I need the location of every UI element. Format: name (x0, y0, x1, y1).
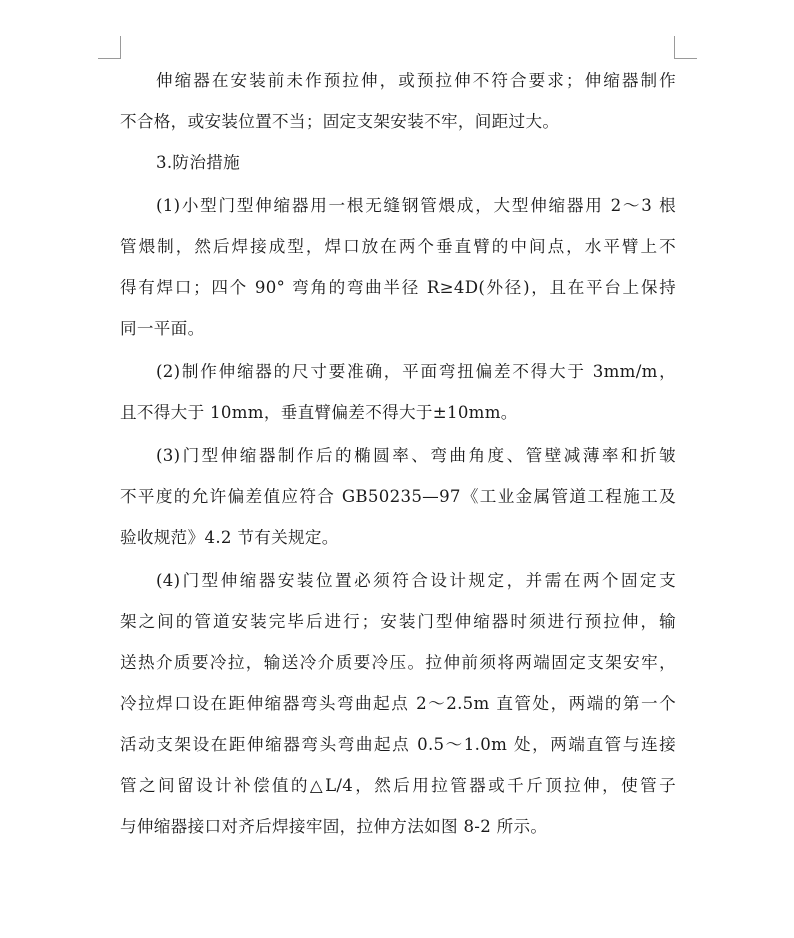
paragraph-line: 管煨制，然后焊接成型，焊口放在两个垂直臂的中间点，水平臂上不 (120, 237, 676, 256)
paragraph-line: 得有焊口；四个 90° 弯角的弯曲半径 R≥4D(外径)，且在平台上保持 (120, 278, 676, 297)
paragraph-line: 管之间留设计补偿值的△L/4，然后用拉管器或千斤顶拉伸，使管子 (120, 776, 676, 795)
paragraph-line: 冷拉焊口设在距伸缩器弯头弯曲起点 2～2.5m 直管处，两端的第一个 (120, 694, 676, 713)
paragraph-line: 与伸缩器接口对齐后焊接牢固，拉伸方法如图 8-2 所示。 (120, 817, 548, 836)
paragraph-line: 架之间的管道安装完毕后进行；安装门型伸缩器时须进行预拉伸，输 (120, 612, 676, 631)
margin-corner-mark-top-right (674, 36, 697, 59)
section-heading: 3.防治措施 (156, 153, 241, 172)
paragraph-line: 不平度的允许偏差值应符合 GB50235—97《工业金属管道工程施工及 (120, 487, 676, 506)
paragraph-line: (1)小型门型伸缩器用一根无缝钢管煨成，大型伸缩器用 2～3 根 (156, 196, 676, 215)
paragraph-line: (4)门型伸缩器安装位置必须符合设计规定，并需在两个固定支 (156, 571, 676, 590)
margin-corner-mark-top-left (98, 36, 121, 59)
paragraph-line: 不合格，或安装位置不当；固定支架安装不牢，间距过大。 (120, 112, 560, 131)
paragraph-line: 验收规范》4.2 节有关规定。 (120, 528, 339, 547)
paragraph-line: 且不得大于 10mm，垂直臂偏差不得大于±10mm。 (120, 403, 518, 422)
paragraph-line: 活动支架设在距伸缩器弯头弯曲起点 0.5～1.0m 处，两端直管与连接 (120, 735, 676, 754)
paragraph-line: 伸缩器在安装前未作预拉伸，或预拉伸不符合要求；伸缩器制作 (156, 71, 676, 90)
paragraph-line: (3)门型伸缩器制作后的椭圆率、弯曲角度、管壁减薄率和折皱 (156, 446, 676, 465)
paragraph-line: (2)制作伸缩器的尺寸要准确，平面弯扭偏差不得大于 3mm/m， (156, 362, 676, 381)
paragraph-line: 同一平面。 (120, 319, 205, 338)
document-body (120, 60, 676, 847)
paragraph-line: 送热介质要冷拉，输送冷介质要冷压。拉伸前须将两端固定支架安牢， (120, 653, 676, 672)
